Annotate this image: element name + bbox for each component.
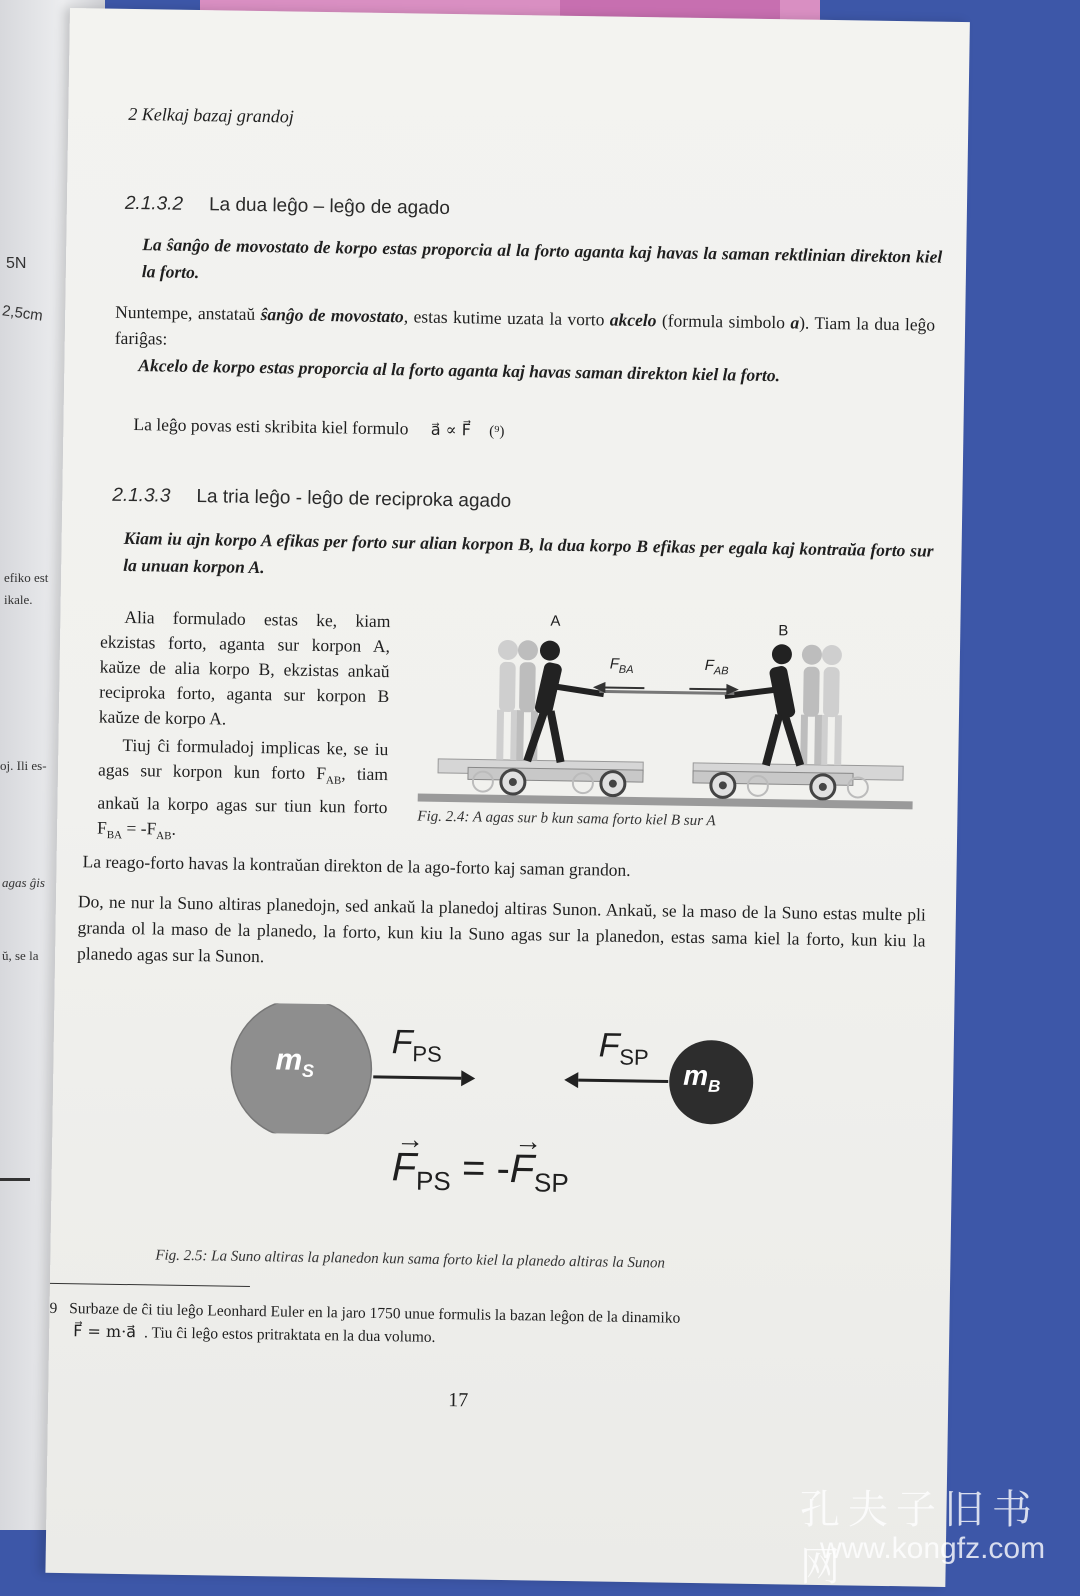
paragraph-sun-planet: Do, ne nur la Suno altiras planedojn, sed ankaŭ la planedoj altiras Sunon. Ankaŭ, se la maso de la Suno estas multe pli granda ol la maso de la planedo, la forto, kun kiu la Suno agas sur la planedon, estas sama kiel la forto, kun kiu la planedo agas sur la Sunon. (76, 891, 927, 967)
mass-symbol: m (275, 1043, 303, 1077)
person-a (523, 640, 605, 764)
subscript: BA (618, 663, 634, 676)
vector-f-sp (509, 1125, 543, 1192)
left-page-fragment: 2,5cm (1, 302, 44, 325)
subscript: BA (106, 828, 123, 841)
subscript: SP (533, 1167, 569, 1198)
watermark-chinese: 孔夫子旧书网 (800, 1487, 1040, 1590)
left-page-fragment: ikale. (4, 592, 33, 607)
arrow-head-sp (564, 1072, 578, 1088)
figure-caption: Fig. 2.5: La Suno altiras la planedon kun sama forto kiel la planedo altiras la Sunon (155, 1247, 666, 1272)
emphasis: ŝanĝo de movostato (260, 304, 404, 327)
footnote-text: Surbaze de ĉi tiu leĝo Leonhard Euler en la jaro 1750 unue formulis la bazan leĝon de la dinamiko (69, 1300, 681, 1327)
left-page-fragment: oj. Ili es- (0, 758, 47, 773)
text-span: . (171, 818, 177, 839)
section-number: 2.1.3.2 (124, 192, 184, 215)
footnote (49, 1298, 890, 1356)
label-b: B (778, 622, 789, 640)
third-law-statement: Kiam iu ajn korpo A efikas per forto sur alian korpon B, la dua korpo B efikas per egala kaj kontraŭa forto sur la unuan korpon A. (123, 527, 934, 578)
figure-caption: Fig. 2.4: A agas sur b kun sama forto kiel B sur A (417, 808, 716, 830)
text-span: Nuntempe, anstataŭ (115, 301, 261, 325)
planet-mass-label (683, 1060, 721, 1097)
force-symbol: F (704, 657, 715, 675)
force-symbol: F (598, 1026, 620, 1065)
text-span: Tiuj ĉi formuladoj implicas ke, se iu agas sur korpon kun forto F (97, 734, 389, 784)
cart-a (438, 759, 644, 796)
proportionality-formula: a⃗ ∝ F⃗ (430, 419, 472, 440)
formula-line (133, 411, 733, 448)
footnote-reference: (⁹) (489, 423, 505, 440)
force-ps-label (391, 1023, 442, 1068)
second-law-statement: La ŝanĝo de movostato de korpo estas proporcia al la forto aganta kaj havas la saman rektlinian direkton kiel la forto. (141, 234, 943, 283)
vector-f-ps (391, 1123, 425, 1190)
text-span: = -F (121, 817, 157, 838)
person-b (723, 643, 806, 766)
left-page-fragment: 5N (6, 255, 27, 272)
equals-minus: = - (450, 1146, 511, 1192)
text-span: , tiam ankaŭ la korpo agas sur tiun kun forto F (96, 763, 389, 838)
symbol: a (790, 312, 800, 333)
euler-formula: F⃗ = m·a⃗ (73, 1321, 137, 1342)
formula-intro: La leĝo povas esti skribita kiel formulo (133, 414, 409, 439)
rope (599, 691, 734, 693)
force-symbol: F (391, 1023, 413, 1062)
footnote-number: 9 (49, 1299, 58, 1317)
subscript: SP (619, 1044, 649, 1071)
tug-of-war-illustration (417, 609, 920, 817)
ground (418, 794, 913, 810)
section-title: La tria leĝo - leĝo de reciproka agado (196, 486, 512, 512)
mass-symbol: m (683, 1059, 709, 1092)
running-head: 2 Kelkaj bazaj grandoj (128, 103, 294, 127)
footnote-rule (50, 1283, 250, 1287)
subscript: PS (412, 1041, 442, 1067)
section-heading-2133 (112, 485, 511, 513)
vector-arrow-icon: → (396, 1123, 425, 1155)
subscript: S (301, 1060, 315, 1081)
watermark-url: www.kongfz.com (820, 1532, 1046, 1565)
subscript: AB (325, 774, 342, 787)
paragraph-implication (97, 733, 389, 853)
force-ab-label (705, 657, 729, 677)
sun-mass-label (275, 1043, 314, 1082)
book-page (45, 8, 969, 1587)
figure-tug-of-war (417, 609, 921, 847)
force-symbol: F (609, 655, 620, 673)
figure-sun-planet (221, 1003, 785, 1252)
subscript: AB (713, 665, 729, 678)
cart-b (693, 763, 904, 800)
force-symbol: F (509, 1147, 535, 1192)
emphasis: akcelo (609, 309, 657, 331)
vector-arrow-icon: → (514, 1125, 543, 1157)
page-number: 17 (448, 1389, 469, 1412)
footnote-text: . Tiu ĉi leĝo estos pritraktata en la dua volumo. (143, 1324, 436, 1346)
text-span: (formula simbolo (656, 310, 791, 333)
subscript: PS (415, 1165, 451, 1197)
subscript: B (707, 1076, 721, 1096)
force-ba-label (610, 656, 634, 676)
left-page-rule (0, 1178, 30, 1181)
section-heading-2132 (125, 193, 450, 220)
arrow-head-ps (461, 1070, 475, 1086)
section-number: 2.1.3.3 (112, 484, 171, 507)
force-sp-label (598, 1026, 649, 1071)
paragraph-alternative-formulation: Alia formulado estas ke, kiam ekzistas forto, aganta sur korpon A, kaŭze de alia korpo B, ekzistas ankaŭ reciproka forto, aganta sur korpon B kaŭze de korpo A. (98, 606, 391, 729)
subscript: AB (156, 829, 172, 842)
person-b-motion-ghosts (800, 645, 843, 766)
second-law-acceleration: Akcelo de korpo estas proporcia al la forto aganta kaj havas saman direkton kiel la forto. (138, 355, 781, 386)
paragraph-reaction-force: La reago-forto havas la kontraŭan direkton de la ago-forto kaj saman grandon. (82, 851, 631, 880)
force-symbol: F (391, 1145, 417, 1190)
arrow-sp (578, 1080, 668, 1081)
left-page-fragment: efiko est (4, 570, 49, 585)
newton-third-law-equation (391, 1123, 569, 1199)
arrow-ps (373, 1077, 461, 1078)
section-title: La dua leĝo – leĝo de agado (208, 194, 451, 219)
left-page-fragment: agas ĝis (2, 875, 45, 890)
text-span: ). Tiam la dua leĝo fariĝas: (114, 312, 936, 349)
left-page-fragment: ŭ, se la (2, 948, 39, 963)
label-a: A (550, 612, 561, 630)
text-span: , estas kutime uzata la vorto (403, 306, 611, 330)
